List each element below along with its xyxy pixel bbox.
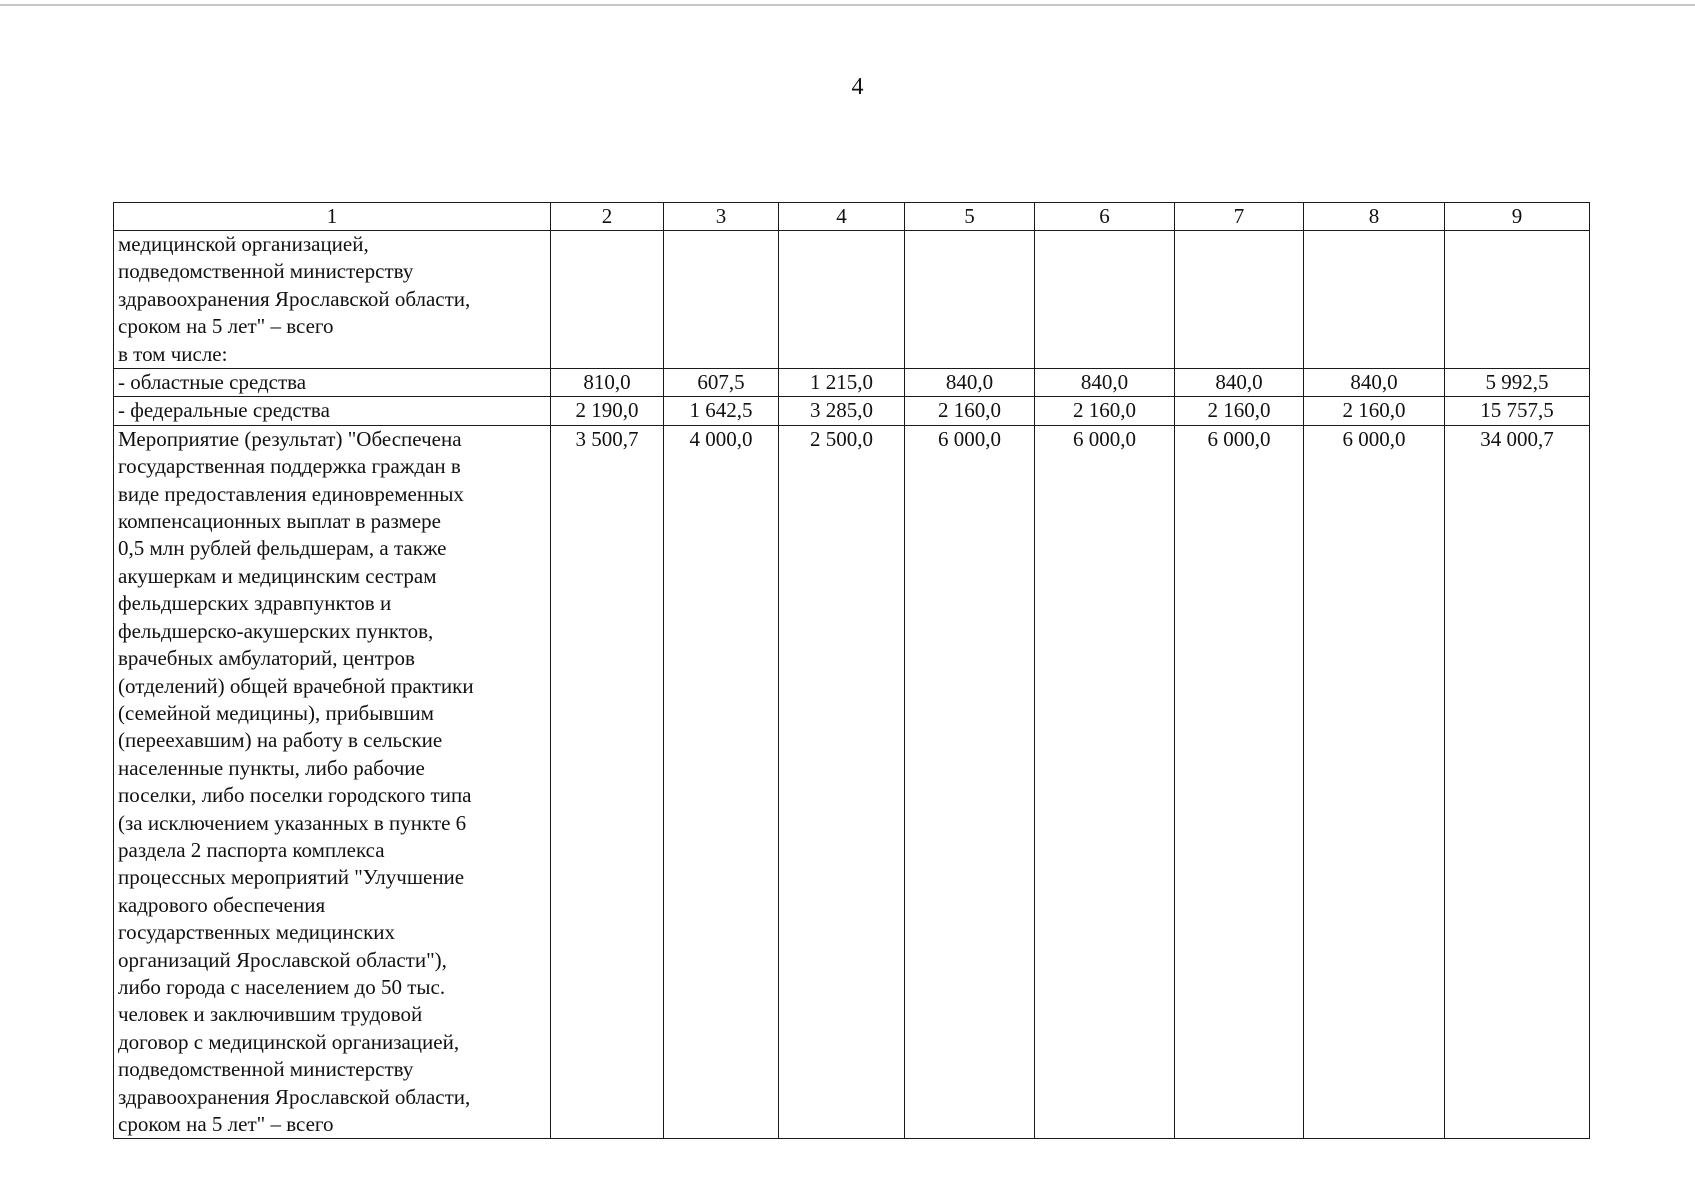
measure-value: 6 000,0 xyxy=(1175,425,1304,1139)
measure-total: 34 000,7 xyxy=(1445,425,1590,1139)
budget-table xyxy=(113,202,1590,1139)
description-line: Мероприятие (результат) "Обеспечена xyxy=(118,426,462,451)
description-line: подведомственной министерству xyxy=(118,259,414,284)
description-line: (отделений) общей врачебной практики xyxy=(118,673,474,698)
empty-cell xyxy=(905,231,1035,369)
description-line: 0,5 млн рублей фельдшерам, а также xyxy=(118,536,447,561)
scan-top-edge-rule xyxy=(0,4,1695,6)
continuation-description xyxy=(114,231,551,369)
federal-funds-value: 2 160,0 xyxy=(1175,397,1304,425)
federal-funds-total: 15 757,5 xyxy=(1445,397,1590,425)
empty-cell xyxy=(1175,231,1304,369)
table-row-federal-funds xyxy=(114,397,1590,425)
description-line: раздела 2 паспорта комплекса xyxy=(118,837,385,862)
regional-funds-total: 5 992,5 xyxy=(1445,369,1590,397)
description-line: населенные пункты, либо рабочие xyxy=(118,755,425,780)
measure-description xyxy=(114,425,551,1139)
regional-funds-value: 840,0 xyxy=(1035,369,1175,397)
empty-cell xyxy=(779,231,905,369)
table-row-continuation xyxy=(114,231,1590,369)
description-line: сроком на 5 лет" – всего xyxy=(118,314,334,339)
empty-cell xyxy=(664,231,779,369)
federal-funds-value: 2 160,0 xyxy=(905,397,1035,425)
description-line: (за исключением указанных в пункте 6 xyxy=(118,810,467,835)
description-line: виде предоставления единовременных xyxy=(118,481,464,506)
description-line: фельдшерских здравпунктов и xyxy=(118,591,392,616)
description-line: здравоохранения Ярославской области, xyxy=(118,1084,471,1109)
description-line: компенсационных выплат в размере xyxy=(118,509,441,534)
description-line: (семейной медицины), прибывшим xyxy=(118,700,434,725)
federal-funds-value: 2 160,0 xyxy=(1035,397,1175,425)
regional-funds-value: 840,0 xyxy=(1304,369,1445,397)
federal-funds-value: 2 160,0 xyxy=(1304,397,1445,425)
column-number-6: 6 xyxy=(1035,203,1175,231)
page-number: 4 xyxy=(851,74,864,100)
description-line: (переехавшим) на работу в сельские xyxy=(118,728,443,753)
description-line: здравоохранения Ярославской области, xyxy=(118,286,471,311)
description-line: либо города с населением до 50 тыс. xyxy=(118,974,446,999)
column-number-1: 1 xyxy=(114,203,551,231)
column-number-5: 5 xyxy=(905,203,1035,231)
description-line: сроком на 5 лет" – всего xyxy=(118,1112,334,1136)
table-row-regional-funds xyxy=(114,369,1590,397)
description-line: акушеркам и медицинским сестрам xyxy=(118,563,437,588)
regional-funds-value: 840,0 xyxy=(1175,369,1304,397)
description-line: подведомственной министерству xyxy=(118,1057,414,1082)
description-line: человек и заключившим трудовой xyxy=(118,1002,423,1027)
description-line: государственная поддержка граждан в xyxy=(118,454,461,479)
column-number-8: 8 xyxy=(1304,203,1445,231)
description-line: поселки, либо поселки городского типа xyxy=(118,783,472,808)
measure-value: 6 000,0 xyxy=(1304,425,1445,1139)
description-line: врачебных амбулаторий, центров xyxy=(118,646,415,671)
description-line: процессных мероприятий "Улучшение xyxy=(118,865,465,890)
empty-cell xyxy=(551,231,664,369)
column-number-9: 9 xyxy=(1445,203,1590,231)
regional-funds-value: 810,0 xyxy=(551,369,664,397)
federal-funds-value: 2 190,0 xyxy=(551,397,664,425)
regional-funds-label: - областные средства xyxy=(114,369,551,397)
federal-funds-value: 1 642,5 xyxy=(664,397,779,425)
table-row-measure xyxy=(114,425,1590,1139)
measure-value: 6 000,0 xyxy=(905,425,1035,1139)
measure-value: 3 500,7 xyxy=(551,425,664,1139)
federal-funds-value: 3 285,0 xyxy=(779,397,905,425)
description-line: организаций Ярославской области"), xyxy=(118,947,447,972)
measure-value: 2 500,0 xyxy=(779,425,905,1139)
measure-value: 6 000,0 xyxy=(1035,425,1175,1139)
description-line: в том числе: xyxy=(118,341,228,366)
table-header-row xyxy=(114,203,1590,231)
description-line: государственных медицинских xyxy=(118,920,396,945)
empty-cell xyxy=(1304,231,1445,369)
description-line: медицинской организацией, xyxy=(118,232,369,256)
description-line: договор с медицинской организацией, xyxy=(118,1029,460,1054)
column-number-4: 4 xyxy=(779,203,905,231)
empty-cell xyxy=(1035,231,1175,369)
column-number-3: 3 xyxy=(664,203,779,231)
description-line: кадрового обеспечения xyxy=(118,892,326,917)
federal-funds-label: - федеральные средства xyxy=(114,397,551,425)
measure-value: 4 000,0 xyxy=(664,425,779,1139)
column-number-2: 2 xyxy=(551,203,664,231)
regional-funds-value: 840,0 xyxy=(905,369,1035,397)
description-line: фельдшерско-акушерских пунктов, xyxy=(118,618,434,643)
regional-funds-value: 1 215,0 xyxy=(779,369,905,397)
regional-funds-value: 607,5 xyxy=(664,369,779,397)
empty-cell xyxy=(1445,231,1590,369)
column-number-7: 7 xyxy=(1175,203,1304,231)
